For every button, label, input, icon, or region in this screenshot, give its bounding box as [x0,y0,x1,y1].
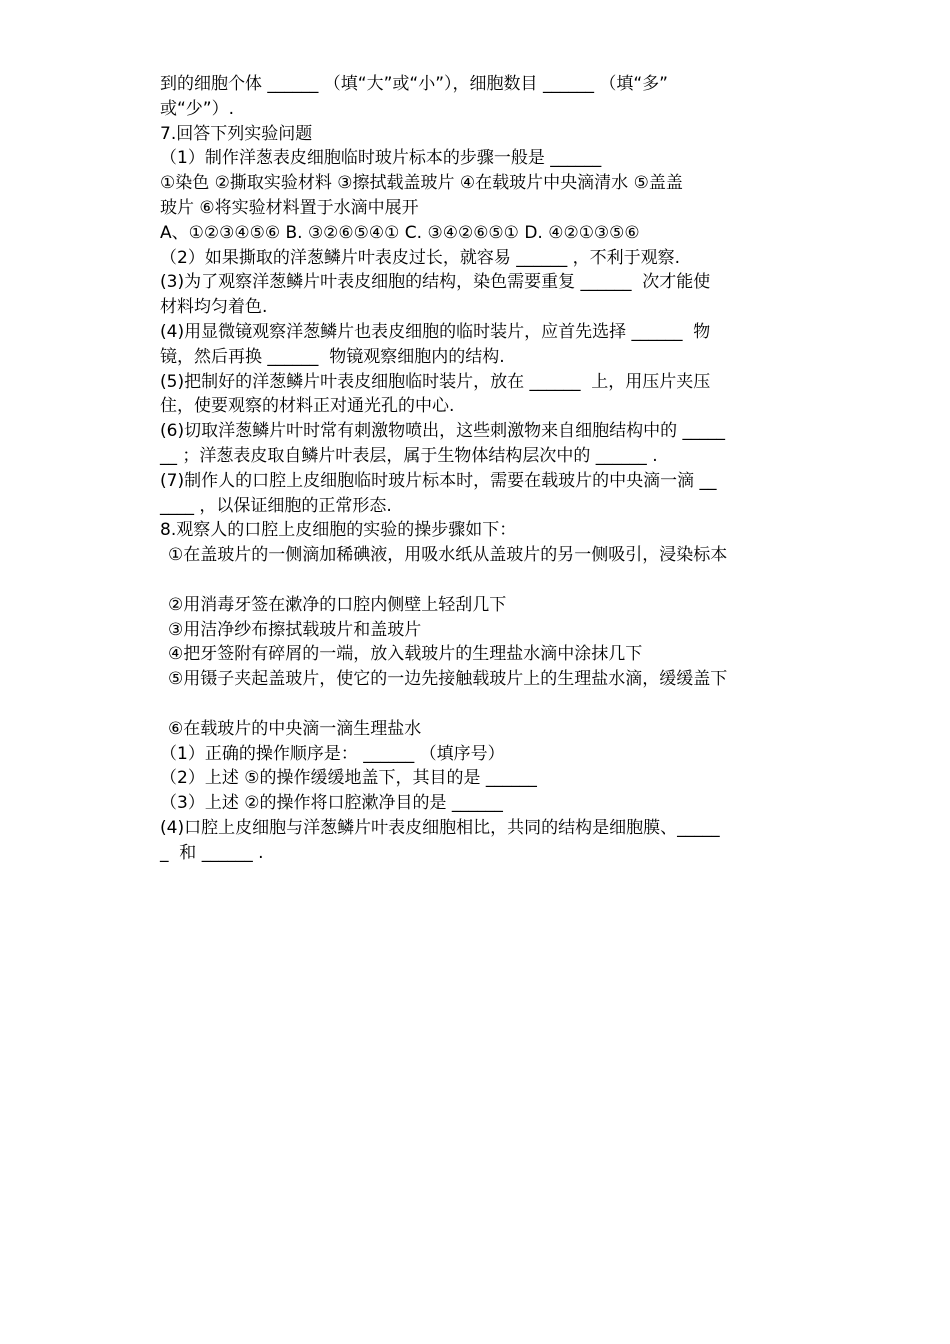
text-line: （2）上述 ⑤的操作缓缓地盖下，其目的是 ______ [160,768,537,789]
question-7-title: 7.回答下列实验问题 [160,123,313,144]
text-line: 或“少”）. [160,98,235,119]
step-line: ⑥在载玻片的中央滴一滴生理盐水 [168,718,422,739]
answer-options: A、①②③④⑤⑥ B. ③②⑥⑤④① C. ③④②⑥⑤① D. ④②①③⑤⑥ [160,222,640,243]
step-line: ⑤用镊子夹起盖玻片，使它的一边先接触载玻片上的生理盐水滴，缓缓盖下 [168,669,728,690]
step-line: ④把牙签附有碎屑的一端，放入载玻片的生理盐水滴中涂抹几下 [168,644,643,665]
step-line: ②用消毒牙签在漱净的口腔内侧壁上轻刮几下 [168,594,507,615]
document-page [160,72,792,866]
step-line: ③用洁净纱布擦拭载玻片和盖玻片 [168,619,422,640]
step-line: ①在盖玻片的一侧滴加稀碘液，用吸水纸从盖玻片的另一侧吸引，浸染标本 [168,545,728,566]
text-line: (3)为了观察洋葱鳞片叶表皮细胞的结构，染色需要重复 ______ 次才能使 [160,272,711,293]
blank-line [160,692,792,717]
text-line: (7)制作人的口腔上皮细胞临时玻片标本时，需要在载玻片的中央滴一滴 __ [160,470,717,491]
text-line: (4)用显微镜观察洋葱鳞片也表皮细胞的临时装片，应首先选择 ______ 物 [160,321,711,342]
text-line: （1）制作洋葱表皮细胞临时玻片标本的步骤一般是 ______ [160,148,602,169]
text-line: 住，使要观察的材料正对通光孔的中心. [160,396,455,417]
text-line: 镜，然后再换 ______ 物镜观察细胞内的结构. [160,346,505,367]
text-line: ____ ，以保证细胞的正常形态. [160,495,392,516]
text-line: (6)切取洋葱鳞片叶时常有刺激物喷出，这些刺激物来自细胞结构中的 _____ [160,421,725,442]
text-line: (4)口腔上皮细胞与洋葱鳞片叶表皮细胞相比，共同的结构是细胞膜、_____ [160,817,720,838]
question-8-title: 8.观察人的口腔上皮细胞的实验的操步骤如下： [160,520,517,541]
text-line: （3）上述 ②的操作将口腔漱净目的是 ______ [160,793,503,814]
text-line: __ ；洋葱表皮取自鳞片叶表层，属于生物体结构层次中的 ______ . [160,445,658,466]
text-line: （1）正确的操作顺序是： ______ （填序号） [160,743,505,764]
text-line: 到的细胞个体 ______ （填“大”或“小”），细胞数目 ______ （填“多” [160,74,668,94]
text-line: _ 和 ______ . [160,842,264,863]
blank-line [160,568,792,593]
text-line: 材料均匀着色. [160,297,268,318]
text-line: ①染色 ②撕取实验材料 ③擦拭载盖玻片 ④在载玻片中央滴清水 ⑤盖盖 [160,173,683,194]
text-line: 玻片 ⑥将实验材料置于水滴中展开 [160,197,419,218]
text-line: （2）如果撕取的洋葱鳞片叶表皮过长，就容易 ______ ，不利于观察. [160,247,681,268]
text-line: (5)把制好的洋葱鳞片叶表皮细胞临时装片，放在 ______ 上，用压片夹压 [160,371,711,392]
